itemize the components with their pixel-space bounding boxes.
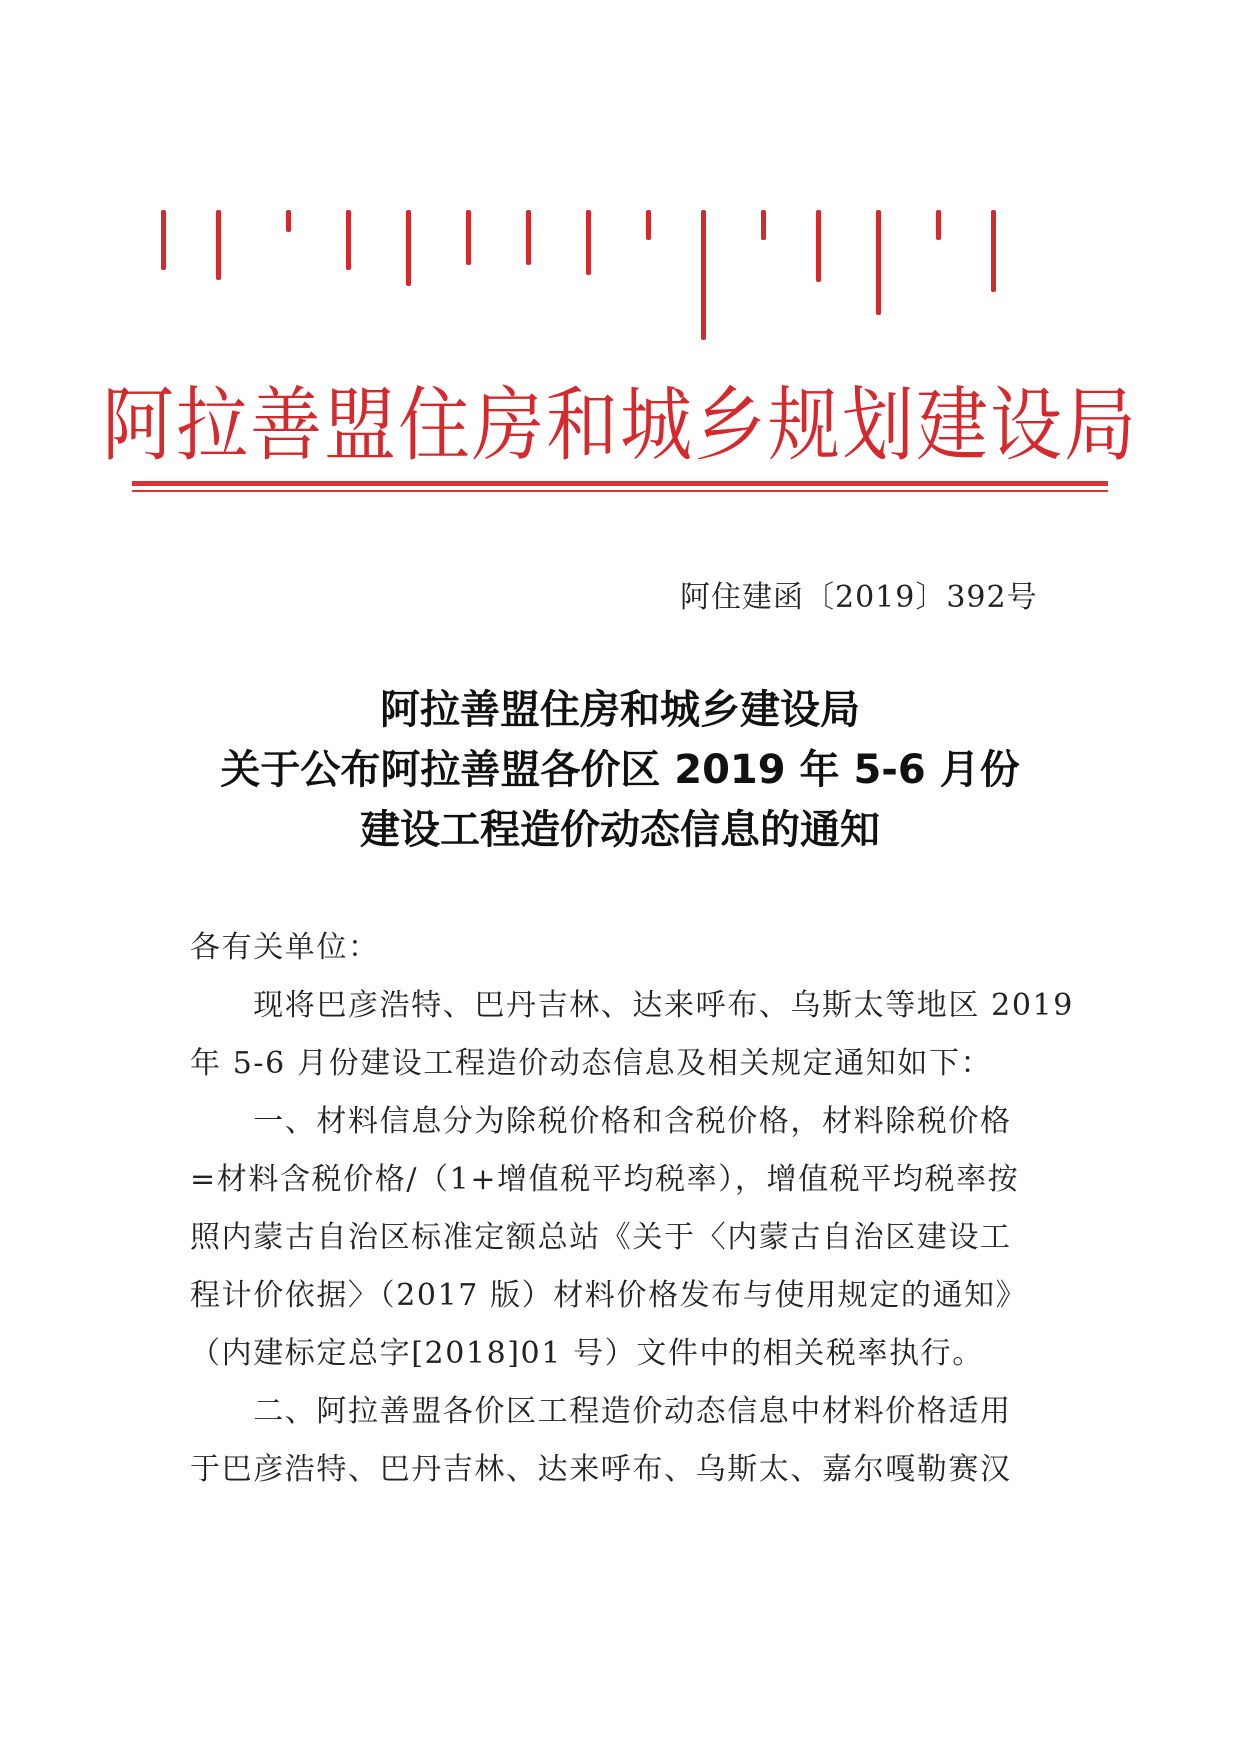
red-divider-thick: [132, 481, 1108, 486]
body-line: 现将巴彦浩特、巴丹吉林、达来呼布、乌斯太等地区 2019: [190, 988, 1074, 1023]
document-title: [0, 680, 1240, 860]
agency-name-header: 阿拉善盟住房和城乡规划建设局: [101, 377, 1138, 473]
red-divider-thin: [132, 490, 1108, 492]
body-line: =材料含税价格/（1+增值税平均税率），增值税平均税率按: [190, 1162, 1020, 1197]
body-line: （内建标定总字[2018]01 号）文件中的相关税率执行。: [190, 1336, 984, 1371]
body-line: 照内蒙古自治区标准定额总站《关于〈内蒙古自治区建设工: [190, 1220, 1012, 1255]
body-line: 于巴彦浩特、巴丹吉林、达来呼布、乌斯太、嘉尔嘎勒赛汉: [190, 1452, 1012, 1487]
document-number: 阿住建函〔2019〕392号: [680, 580, 1038, 615]
body-line: 一、材料信息分为除税价格和含税价格，材料除税价格: [190, 1104, 1012, 1139]
body-line: 年 5-6 月份建设工程造价动态信息及相关规定通知如下：: [190, 1046, 993, 1081]
body-line: 二、阿拉善盟各价区工程造价动态信息中材料价格适用: [190, 1394, 1012, 1429]
mongolian-script-header: [150, 210, 1090, 370]
salutation: 各有关单位：: [190, 930, 380, 965]
title-line-2: 关于公布阿拉善盟各价区 2019 年 5-6 月份: [220, 747, 1020, 793]
body-line: 程计价依据〉（2017 版）材料价格发布与使用规定的通知》: [190, 1278, 1028, 1313]
title-line-1: 阿拉善盟住房和城乡建设局: [380, 687, 860, 733]
title-line-3: 建设工程造价动态信息的通知: [360, 807, 880, 853]
